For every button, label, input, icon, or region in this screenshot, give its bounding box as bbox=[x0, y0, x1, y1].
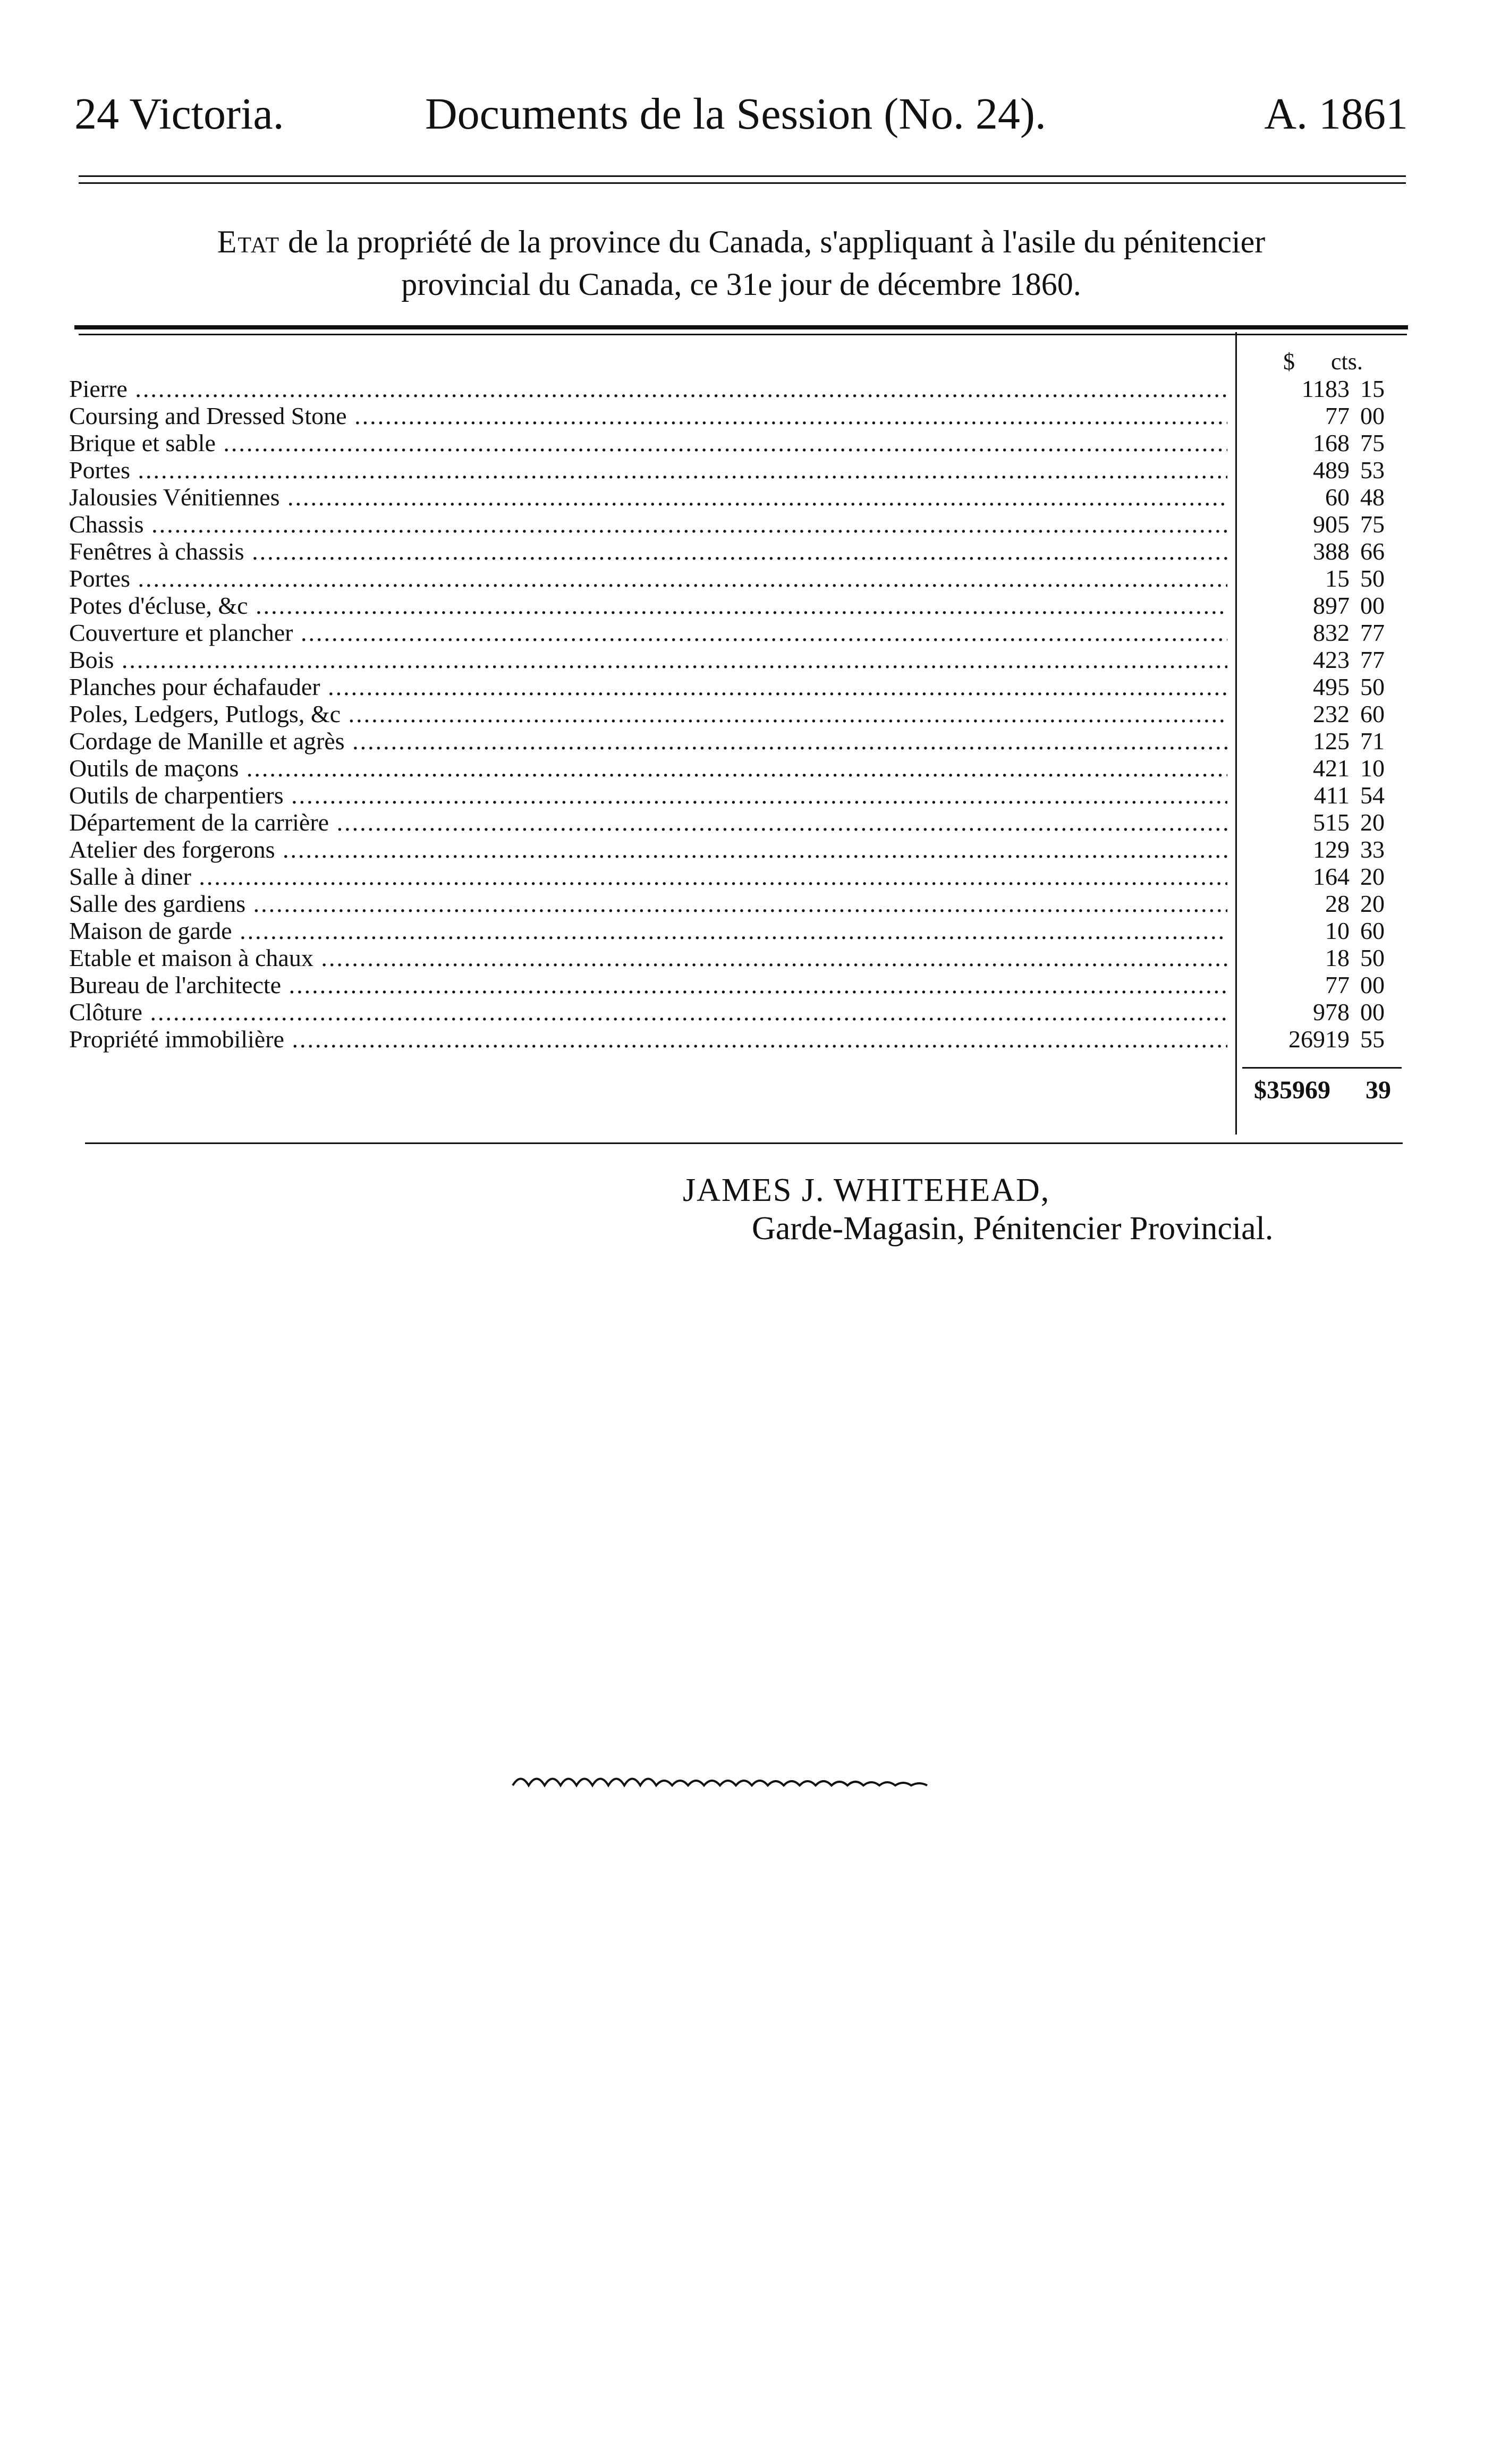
item-dollars: 77 bbox=[1325, 971, 1350, 998]
table-row bbox=[69, 809, 1397, 836]
item-cents: 60 bbox=[1360, 917, 1385, 944]
item-label: Potes d'écluse, &c ..... bbox=[69, 592, 1227, 619]
table-row bbox=[69, 538, 1397, 565]
item-cents: 66 bbox=[1360, 538, 1385, 565]
item-label: Pierre ..... bbox=[69, 375, 1227, 402]
table-row bbox=[69, 836, 1397, 863]
item-label: Portes ..... bbox=[69, 456, 1227, 484]
table-row bbox=[69, 375, 1397, 402]
signatory-title: Garde-Magasin, Pénitencier Provincial. bbox=[752, 1210, 1274, 1247]
table-row bbox=[69, 511, 1397, 538]
header-title: Documents de la Session (No. 24). bbox=[425, 89, 1046, 139]
item-label: Bois ..... bbox=[69, 646, 1227, 673]
table-row bbox=[69, 890, 1397, 917]
item-label: Planches pour échafauder ..... bbox=[69, 673, 1227, 700]
item-cents: 50 bbox=[1360, 944, 1385, 971]
item-cents: 50 bbox=[1360, 565, 1385, 592]
item-label: Coursing and Dressed Stone ..... bbox=[69, 402, 1227, 429]
item-dollars: 60 bbox=[1325, 484, 1350, 511]
header-double-rule bbox=[79, 175, 1406, 184]
item-dollars: 897 bbox=[1313, 592, 1350, 619]
item-dollars: 26919 bbox=[1288, 1026, 1350, 1053]
table-row bbox=[69, 782, 1397, 809]
item-dollars: 129 bbox=[1313, 836, 1350, 863]
running-header bbox=[74, 85, 1408, 143]
item-cents: 00 bbox=[1360, 402, 1385, 429]
table-row bbox=[69, 646, 1397, 673]
item-cents: 00 bbox=[1360, 998, 1385, 1026]
item-cents: 15 bbox=[1360, 375, 1385, 402]
item-label: Etable et maison à chaux ..... bbox=[69, 944, 1227, 971]
item-dollars: 978 bbox=[1313, 998, 1350, 1026]
table-row bbox=[69, 429, 1397, 456]
item-label: Brique et sable ..... bbox=[69, 429, 1227, 456]
header-year: A. 1861 bbox=[1264, 89, 1408, 139]
table-row bbox=[69, 673, 1397, 700]
table-row bbox=[69, 917, 1397, 944]
item-cents: 75 bbox=[1360, 511, 1385, 538]
item-cents: 75 bbox=[1360, 429, 1385, 456]
item-label: Jalousies Vénitiennes ..... bbox=[69, 484, 1227, 511]
item-label: Couverture et plancher ..... bbox=[69, 619, 1227, 646]
item-label: Clôture ..... bbox=[69, 998, 1227, 1026]
property-table bbox=[69, 375, 1397, 1053]
item-label: Bureau de l'architecte ..... bbox=[69, 971, 1227, 998]
item-label: Poles, Ledgers, Putlogs, &c ..... bbox=[69, 700, 1227, 727]
signatory-name: JAMES J. WHITEHEAD, bbox=[683, 1172, 1050, 1208]
item-cents: 00 bbox=[1360, 592, 1385, 619]
item-dollars: 1183 bbox=[1301, 375, 1350, 402]
item-label: Fenêtres à chassis ..... bbox=[69, 538, 1227, 565]
item-cents: 71 bbox=[1360, 727, 1385, 755]
header-volume: 24 Victoria. bbox=[74, 89, 284, 139]
item-dollars: 832 bbox=[1313, 619, 1350, 646]
table-row bbox=[69, 619, 1397, 646]
item-cents: 00 bbox=[1360, 971, 1385, 998]
item-label: Salle à diner ..... bbox=[69, 863, 1227, 890]
item-dollars: 905 bbox=[1313, 511, 1350, 538]
table-bottom-rule bbox=[85, 1142, 1403, 1144]
item-label: Outils de maçons ..... bbox=[69, 755, 1227, 782]
table-row bbox=[69, 755, 1397, 782]
table-row bbox=[69, 565, 1397, 592]
item-dollars: 515 bbox=[1313, 809, 1350, 836]
item-dollars: 388 bbox=[1313, 538, 1350, 565]
item-dollars: 125 bbox=[1313, 727, 1350, 755]
table-top-thin-rule bbox=[79, 334, 1407, 335]
item-dollars: 421 bbox=[1313, 755, 1350, 782]
item-cents: 53 bbox=[1360, 456, 1385, 484]
item-label: Propriété immobilière ..... bbox=[69, 1026, 1227, 1053]
dollar-header: $ bbox=[1283, 349, 1295, 375]
item-dollars: 18 bbox=[1325, 944, 1350, 971]
total-cents: 39 bbox=[1366, 1076, 1391, 1104]
table-row bbox=[69, 727, 1397, 755]
item-dollars: 489 bbox=[1313, 456, 1350, 484]
item-cents: 33 bbox=[1360, 836, 1385, 863]
item-label: Outils de charpentiers ..... bbox=[69, 782, 1227, 809]
ornament-flourish bbox=[510, 1769, 930, 1791]
item-cents: 77 bbox=[1360, 646, 1385, 673]
item-dollars: 423 bbox=[1313, 646, 1350, 673]
item-cents: 60 bbox=[1360, 700, 1385, 727]
title-lead: Etat bbox=[217, 224, 280, 259]
item-dollars: 164 bbox=[1313, 863, 1350, 890]
item-cents: 54 bbox=[1360, 782, 1385, 809]
document-title bbox=[74, 221, 1408, 306]
amount-column-header bbox=[1241, 348, 1384, 376]
table-row bbox=[69, 998, 1397, 1026]
table-row bbox=[69, 592, 1397, 619]
table-top-rule bbox=[74, 325, 1408, 329]
item-cents: 50 bbox=[1360, 673, 1385, 700]
item-dollars: 495 bbox=[1313, 673, 1350, 700]
item-dollars: 15 bbox=[1325, 565, 1350, 592]
item-cents: 20 bbox=[1360, 809, 1385, 836]
item-label: Cordage de Manille et agrès ..... bbox=[69, 727, 1227, 755]
total-rule bbox=[1242, 1067, 1402, 1069]
table-row bbox=[69, 456, 1397, 484]
item-dollars: 10 bbox=[1325, 917, 1350, 944]
item-cents: 77 bbox=[1360, 619, 1385, 646]
item-label: Atelier des forgerons ..... bbox=[69, 836, 1227, 863]
title-line-2: provincial du Canada, ce 31e jour de décembre 1860. bbox=[401, 267, 1081, 302]
item-cents: 20 bbox=[1360, 890, 1385, 917]
item-dollars: 168 bbox=[1313, 429, 1350, 456]
item-label: Département de la carrière ..... bbox=[69, 809, 1227, 836]
item-cents: 10 bbox=[1360, 755, 1385, 782]
table-row bbox=[69, 402, 1397, 429]
item-label: Portes ..... bbox=[69, 565, 1227, 592]
table-row bbox=[69, 863, 1397, 890]
item-cents: 20 bbox=[1360, 863, 1385, 890]
table-row bbox=[69, 1026, 1397, 1053]
table-row bbox=[69, 971, 1397, 998]
item-cents: 48 bbox=[1360, 484, 1385, 511]
table-row bbox=[69, 944, 1397, 971]
title-line1-text: de la propriété de la province du Canada, s'appliquant à l'asile du pénitencier bbox=[280, 224, 1266, 259]
table-row bbox=[69, 484, 1397, 511]
item-dollars: 232 bbox=[1313, 700, 1350, 727]
table-row bbox=[69, 700, 1397, 727]
item-label: Salle des gardiens ..... bbox=[69, 890, 1227, 917]
item-dollars: 411 bbox=[1313, 782, 1350, 809]
title-line-1 bbox=[74, 221, 1408, 263]
item-dollars: 77 bbox=[1325, 402, 1350, 429]
item-dollars: 28 bbox=[1325, 890, 1350, 917]
item-label: Maison de garde ..... bbox=[69, 917, 1227, 944]
total-dollars: $35969 bbox=[1254, 1076, 1330, 1104]
total-row bbox=[1243, 1074, 1403, 1106]
item-label: Chassis ..... bbox=[69, 511, 1227, 538]
cents-header: cts. bbox=[1331, 349, 1363, 375]
item-cents: 55 bbox=[1360, 1026, 1385, 1053]
